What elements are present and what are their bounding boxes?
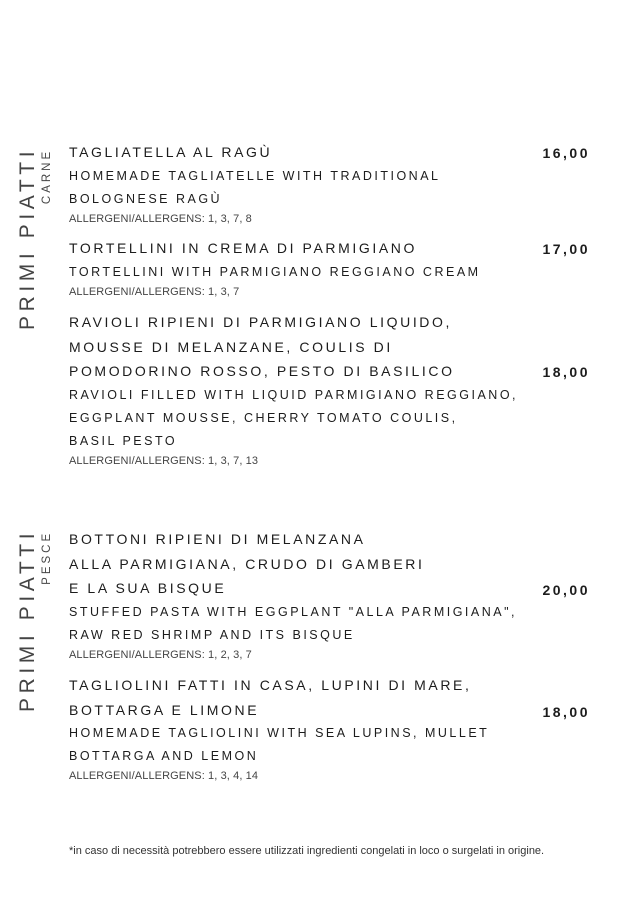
dish-description: TORTELLINI WITH PARMIGIANO REGGIANO CREAM (69, 264, 481, 279)
footnote: *in caso di necessità potrebbero essere utilizzati ingredienti congelati in loco o surgelati in origine. (69, 845, 545, 857)
dish-description: BOLOGNESE RAGÙ (69, 191, 223, 206)
dish-description: BASIL PESTO (69, 433, 178, 448)
allergens: ALLERGENI/ALLERGENS: 1, 3, 7 (69, 285, 240, 298)
dish-price: 18,00 (542, 364, 590, 380)
section-subtitle: PESCE (41, 530, 53, 585)
section-subtitle: CARNE (41, 148, 53, 205)
dish-name: BOTTARGA E LIMONE (69, 701, 260, 718)
menu-item (69, 310, 609, 470)
dish-price: 16,00 (542, 145, 590, 161)
dish-name: POMODORINO ROSSO, PESTO DI BASILICO (69, 363, 455, 379)
section-title: PRIMI PIATTI (16, 528, 39, 712)
dish-description: HOMEMADE TAGLIATELLE WITH TRADITIONAL (69, 168, 441, 183)
dish-description: EGGPLANT MOUSSE, CHERRY TOMATO COULIS, (69, 410, 458, 425)
dish-description: STUFFED PASTA WITH EGGPLANT "ALLA PARMIGIANA", (69, 604, 518, 619)
menu-item (69, 140, 609, 228)
dish-description: RAVIOLI FILLED WITH LIQUID PARMIGIANO REGGIANO, (69, 387, 519, 402)
dish-name: TAGLIOLINI FATTI IN CASA, LUPINI DI MARE, (69, 677, 472, 693)
allergens: ALLERGENI/ALLERGENS: 1, 3, 7, 8 (69, 212, 252, 225)
dish-name: E LA SUA BISQUE (69, 580, 227, 596)
dish-name: MOUSSE DI MELANZANE, COULIS DI (69, 338, 393, 355)
dish-price: 20,00 (542, 582, 590, 598)
menu-item (69, 236, 609, 301)
allergens: ALLERGENI/ALLERGENS: 1, 3, 4, 14 (69, 770, 259, 783)
menu-item (69, 673, 609, 785)
dish-description: RAW RED SHRIMP AND ITS BISQUE (69, 627, 355, 642)
allergens: ALLERGENI/ALLERGENS: 1, 3, 7, 13 (69, 455, 259, 468)
dish-name: TORTELLINI IN CREMA DI PARMIGIANO (69, 240, 417, 256)
dish-description: BOTTARGA AND LEMON (69, 749, 259, 764)
dish-name: TAGLIATELLA AL RAGÙ (69, 144, 273, 160)
dish-name: BOTTONI RIPIENI DI MELANZANA (69, 531, 366, 547)
dish-name: RAVIOLI RIPIENI DI PARMIGIANO LIQUIDO, (69, 314, 452, 330)
dish-price: 18,00 (542, 704, 590, 720)
dish-price: 17,00 (542, 241, 590, 257)
allergens: ALLERGENI/ALLERGENS: 1, 2, 3, 7 (69, 648, 252, 661)
menu-item (69, 527, 609, 664)
dish-name: ALLA PARMIGIANA, CRUDO DI GAMBERI (69, 555, 425, 572)
dish-description: HOMEMADE TAGLIOLINI WITH SEA LUPINS, MULLET (69, 726, 490, 740)
section-title: PRIMI PIATTI (16, 146, 39, 330)
